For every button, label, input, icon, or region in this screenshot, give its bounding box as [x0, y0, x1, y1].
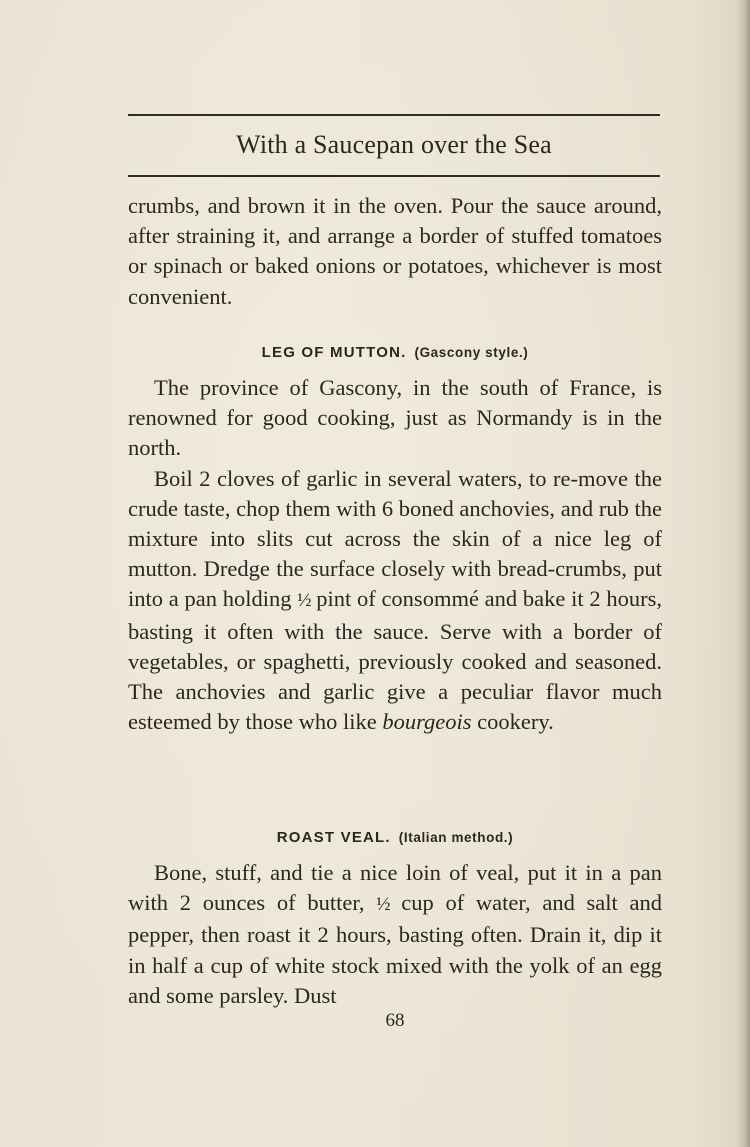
- continuation-paragraph: [128, 191, 662, 312]
- header-bottom-rule: [128, 175, 660, 177]
- recipe-body-roast-veal: [128, 858, 662, 1011]
- recipe-paragraph: The province of Gascony, in the south of France, is renowned for good cooking, just as Normandy is in the north.: [128, 375, 662, 461]
- recipe-body-leg-of-mutton: [128, 373, 662, 737]
- recipe-title: ROAST VEAL.: [276, 829, 391, 846]
- page-number: 68: [385, 1010, 405, 1031]
- text-run: cup of water, and salt and pepper, then roast it 2 hours, basting often. Drain it, dip it in half a cup of white stock mixed with the yolk of an egg and some parsley. Dust: [128, 890, 662, 1008]
- recipe-heading-roast-veal: [128, 829, 662, 846]
- text-run: Bone, stuff, and tie a nice loin of veal, put it in a pan with 2 ounces of butter,: [128, 860, 662, 916]
- recipe-subtitle: (Gascony style.): [414, 345, 529, 360]
- recipe-paragraph: [128, 464, 662, 738]
- continuation-text: crumbs, and brown it in the oven. Pour the sauce around, after straining it, and arrange a border of stuffed tomatoes or spinach or baked onions or potatoes, whichever is most convenient.: [128, 193, 662, 309]
- fraction: ½: [376, 894, 390, 916]
- text-run: Boil 2 cloves of garlic in several waters, to re-move the crude taste, chop them with 6 boned anchovies, and rub the mixture into slits cut across the skin of a nice leg of mutton. Dredge the surface closely with bread-crumbs, put into a pan holding: [128, 465, 662, 612]
- header-top-rule: [128, 114, 660, 116]
- text-run: cookery.: [471, 709, 554, 735]
- recipe-title: LEG OF MUTTON.: [261, 344, 407, 361]
- recipe-subtitle: (Italian method.): [398, 830, 514, 845]
- page-edge-shadow: [736, 0, 750, 1147]
- recipe-paragraph: [128, 858, 662, 1011]
- recipe-heading-leg-of-mutton: [128, 344, 662, 361]
- fraction: ½: [297, 590, 311, 612]
- running-head: With a Saucepan over the Sea: [236, 130, 552, 159]
- text-run: pint of consommé and bake it 2 hours, basting it often with the sauce. Serve with a border of vegetables, or spaghetti, previously cooked and seasoned. The anchovies and garlic give a peculiar flavor much esteemed by those who like: [128, 586, 662, 735]
- italic-term: bourgeois: [382, 709, 472, 735]
